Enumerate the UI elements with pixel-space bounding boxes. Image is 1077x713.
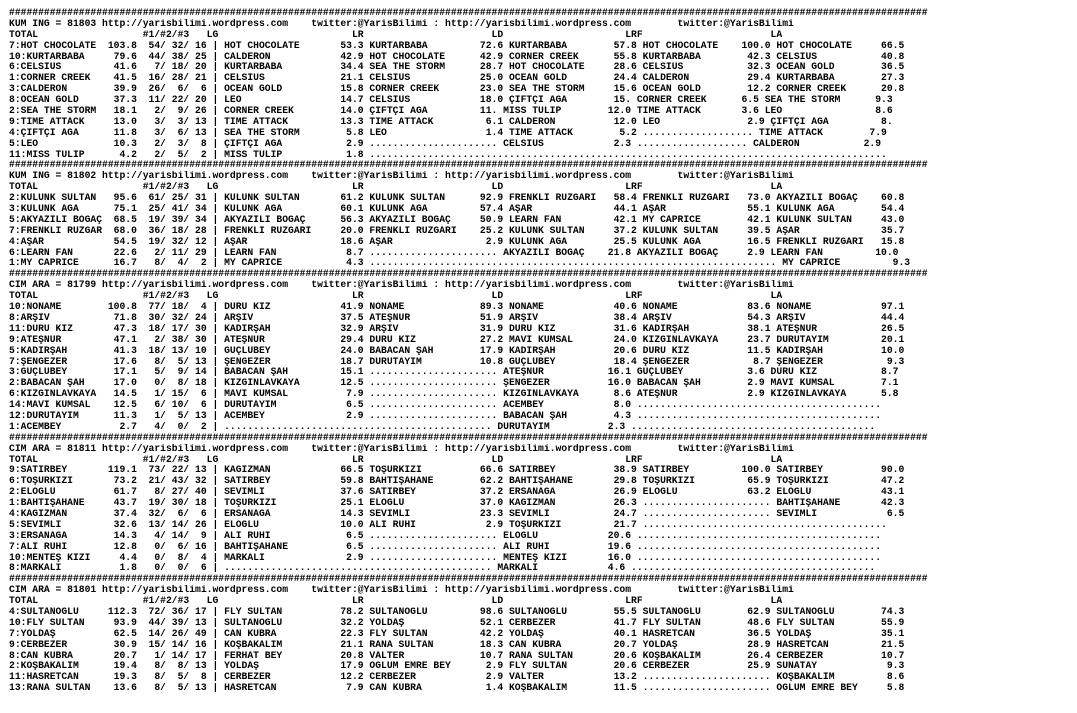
data-row: 6:LEARN FAN 22.6 2/ 11/ 29 | LEARN FAN 8.7 ...................... AKYAZILI BOĞAÇ 21.8 AKYAZILI BOĞAÇ 2.9 LEARN FAN 10.0 bbox=[9, 247, 899, 258]
data-row: 5:LEO 10.3 2/ 3/ 8 | ÇIFTÇI AĞA 2.9 ...................... CELSIUS 2.3 ................... CALDERON 2.9 bbox=[9, 138, 882, 149]
separator-line: ############################################################################################################################################################## bbox=[9, 574, 928, 585]
column-header: TOTAL #1/#2/#3 LG LR LD LRF LA bbox=[9, 291, 783, 302]
data-row: 6:KIZGINLAVKAYA 14.5 1/ 15/ 6 | MAVI KUMSAL 7.9 ...................... KIZGINLAVKAYA 8.6 ATEŞNUR 2.9 KIZGINLAVKAYA 5.8 bbox=[9, 389, 899, 400]
data-row: 2:BABACAN ŞAH 17.0 0/ 8/ 18 | KIZGINLAVKAYA 12.5 ...................... ŞENGEZER 16.0 BABACAN ŞAH 2.9 MAVI KUMSAL 7.1 bbox=[9, 378, 899, 389]
data-row: 5:SEVIMLI 32.6 13/ 14/ 26 | ELOĞLU 10.0 ALI RUHI 2.9 TOŞURKIZI 21.7 .......................................... bbox=[9, 519, 887, 530]
data-row: 10:FLY SULTAN 93.9 44/ 39/ 13 | SULTANOĞLU 32.2 YOLDAŞ 52.1 CERBEZER 41.7 FLY SULTAN 48.6 FLY SULTAN 55.9 bbox=[9, 617, 905, 628]
data-row: 1:MY CAPRICE 16.7 8/ 4/ 2 | MY CAPRICE 4.3 ...................................................................... MY CAPRICE 9.3 bbox=[9, 258, 911, 269]
data-row: 2:KOŞBAKALIM 19.4 8/ 8/ 13 | YOLDAŞ 17.9 OĞLUM EMRE BEY 2.9 FLY SULTAN 20.6 CERBEZER 25.9 SUNATAY 9.3 bbox=[9, 661, 905, 672]
data-row: 9:SATIRBEY 119.1 73/ 22/ 13 | KAĞIZMAN 66.5 TOŞURKIZI 66.6 SATIRBEY 38.9 SATIRBEY 100.0 SATIRBEY 90.0 bbox=[9, 465, 905, 476]
data-row: 3:ERSANAĞA 14.3 4/ 14/ 9 | ALI RUHI 6.5 ...................... ELOĞLU 20.6 .......................................... bbox=[9, 530, 882, 541]
data-row: 2:ELOĞLU 61.7 8/ 27/ 40 | SEVIMLI 37.6 SATIRBEY 37.2 ERSANAĞA 26.9 ELOĞLU 63.2 ELOĞLU 43.1 bbox=[9, 487, 905, 498]
data-row: 4:SULTANOĞLU 112.3 72/ 36/ 17 | FLY SULTAN 78.2 SULTANOĞLU 98.6 SULTANOĞLU 55.5 SULTANOĞLU 62.9 SULTANOĞLU 74.3 bbox=[9, 606, 905, 617]
data-row: 12:DURUTAYIM 11.3 1/ 5/ 13 | ACEMBEY 2.9 ...................... BABACAN ŞAH 4.3 .......................................... bbox=[9, 410, 882, 421]
data-row: 8:ARŞIV 71.8 30/ 32/ 24 | ARŞIV 37.5 ATEŞNUR 51.9 ARŞIV 38.4 ARŞIV 54.3 ARŞIV 44.4 bbox=[9, 312, 905, 323]
data-row: 14:MAVI KUMSAL 12.5 6/ 10/ 6 | DURUTAYIM 6.5 ...................... ACEMBEY 8.0 .......................................... bbox=[9, 400, 882, 411]
race-header: KUM ING = 81802 http://yarisbilimi.wordpress.com twitter:@YarisBilimi : http://yarisbilimi.wordpress.com twitter:@YarisBilimi bbox=[9, 171, 794, 182]
data-row: 9:ATEŞNUR 47.1 2/ 38/ 30 | ATEŞNUR 29.4 DURU KIZ 27.2 MAVI KUMSAL 24.0 KIZGINLAVKAYA 23.7 DURUTAYIM 20.1 bbox=[9, 334, 905, 345]
race-header: CIM ARA = 81811 http://yarisbilimi.wordpress.com twitter:@YarisBilimi : http://yarisbilimi.wordpress.com twitter:@YarisBilimi bbox=[9, 443, 794, 454]
data-row: 11:HASRETCAN 19.3 8/ 5/ 8 | CERBEZER 12.2 CERBEZER 2.9 VALTER 13.2 ...................... KOŞBAKALIM 8.6 bbox=[9, 672, 905, 683]
column-header: TOTAL #1/#2/#3 LG LR LD LRF LA bbox=[9, 454, 783, 465]
data-row: 9:TIME ATTACK 13.0 3/ 3/ 13 | TIME ATTACK 13.3 TIME ATTACK 6.1 CALDERON 12.0 LEO 2.9 ÇIFTÇI AĞA 8. bbox=[9, 116, 893, 127]
data-row: 1:BAHTIŞAHANE 43.7 19/ 30/ 18 | TOŞURKIZI 25.1 ELOĞLU 37.0 KAĞIZMAN 26.3 ...................... BAHTIŞAHANE 42.3 bbox=[9, 498, 905, 509]
column-header: TOTAL #1/#2/#3 LG LR LD LRF LA bbox=[9, 29, 783, 40]
data-row: 10:MENTEŞ KIZI 4.4 0/ 8/ 4 | MARKALI 2.9 ...................... MENTEŞ KIZI 16.0 .......................................... bbox=[9, 552, 882, 563]
data-row: 5:KADIRŞAH 41.3 18/ 13/ 10 | GÜÇLÜBEY 24.0 BABACAN ŞAH 17.9 KADIRŞAH 20.6 DURU KIZ 11.5 KADIRŞAH 10.0 bbox=[9, 345, 905, 356]
data-row: 7:HOT CHOCOLATE 103.8 54/ 32/ 16 | HOT CHOCOLATE 53.3 KURTARBABA 72.6 KURTARBABA 57.8 HOT CHOCOLATE 100.0 HOT CHOCOLATE 66.5 bbox=[9, 40, 905, 51]
data-row: 6:CELSIUS 41.6 7/ 18/ 20 | KURTARBABA 34.4 SEA THE STORM 28.7 HOT CHOCOLATE 28.6 CELSIUS 32.3 OCEAN GOLD 36.5 bbox=[9, 62, 905, 73]
data-row: 1:CORNER CREEK 41.5 16/ 28/ 21 | CELSIUS 21.1 CELSIUS 25.0 OCEAN GOLD 24.4 CALDERON 29.4 KURTARBABA 27.3 bbox=[9, 73, 905, 84]
data-row: 11:DURU KIZ 47.3 18/ 17/ 30 | KADIRŞAH 32.9 ARŞIV 31.9 DURU KIZ 31.6 KADIRŞAH 38.1 ATEŞNUR 26.5 bbox=[9, 323, 905, 334]
data-row: 8:OCEAN GOLD 37.3 11/ 22/ 20 | LEO 14.7 CELSIUS 18.0 ÇIFTÇI AĞA 15. CORNER CREEK 6.5 SEA THE STORM 9.3 bbox=[9, 95, 893, 106]
column-header: TOTAL #1/#2/#3 LG LR LD LRF LA bbox=[9, 182, 783, 193]
race-header: CIM ARA = 81799 http://yarisbilimi.wordpress.com twitter:@YarisBilimi : http://yarisbilimi.wordpress.com twitter:@YarisBilimi bbox=[9, 280, 794, 291]
data-row: 6:TOŞURKIZI 73.2 21/ 43/ 32 | SATIRBEY 59.8 BAHTIŞAHANE 62.2 BAHTIŞAHANE 29.8 TOŞURKIZI 65.9 TOŞURKIZI 47.2 bbox=[9, 476, 905, 487]
data-row: 8:CAN KUBRA 20.7 1/ 14/ 17 | FERHAT BEY 20.8 VALTER 10.7 RANA SULTAN 20.6 KOŞBAKALIM 26.4 CERBEZER 10.7 bbox=[9, 650, 905, 661]
column-header: TOTAL #1/#2/#3 LG LR LD LRF LA bbox=[9, 596, 783, 607]
data-row: 1:ACEMBEY 2.7 4/ 0/ 2 | .............................................. DURUTAYIM 2.3 .......................................... bbox=[9, 421, 876, 432]
data-row: 7:ŞENGEZER 17.6 8/ 5/ 13 | ŞENGEZER 18.7 DURUTAYIM 10.8 GÜÇLÜBEY 18.4 ŞENGEZER 8.7 ŞENGEZER 9.3 bbox=[9, 356, 905, 367]
data-row: 3:GÜÇLÜBEY 17.1 5/ 9/ 14 | BABACAN ŞAH 15.1 ...................... ATEŞNUR 16.1 GÜÇLÜBEY 3.6 DURU KIZ 8.7 bbox=[9, 367, 899, 378]
data-row: 4:ÇIFTÇI AĞA 11.8 3/ 6/ 13 | SEA THE STORM 5.8 LEO 1.4 TIME ATTACK 5.2 ................... TIME ATTACK 7.9 bbox=[9, 127, 887, 138]
data-row: 2:KÜLÜNK SULTAN 95.6 61/ 25/ 31 | KÜLÜNK SULTAN 61.2 KÜLÜNK SULTAN 92.9 FRENKLI RÜZGARI 58.4 FRENKLI RÜZGARI 73.0 AKYAZILI BOĞAÇ 60.8 bbox=[9, 193, 905, 204]
data-row: 10:NONAME 100.8 77/ 18/ 4 | DURU KIZ 41.9 NONAME 89.3 NONAME 40.6 NONAME 83.6 NONAME 97.1 bbox=[9, 302, 905, 313]
data-row: 3:KÜLÜNK AĞA 75.1 25/ 41/ 34 | KÜLÜNK AĞA 60.1 KÜLÜNK AĞA 57.4 AŞAR 44.1 AŞAR 55.1 KÜLÜNK AĞA 54.4 bbox=[9, 204, 905, 215]
data-row: 4:KAĞIZMAN 37.4 32/ 6/ 6 | ERSANAĞA 14.3 SEVIMLI 23.3 SEVIMLI 24.7 ...................... SEVIMLI 6.5 bbox=[9, 508, 905, 519]
race-header: KUM ING = 81803 http://yarisbilimi.wordpress.com twitter:@YarisBilimi : http://yarisbilimi.wordpress.com twitter:@YarisBilimi bbox=[9, 18, 794, 29]
separator-line: ############################################################################################################################################################## bbox=[9, 269, 928, 280]
data-row: 10:KURTARBABA 79.6 44/ 38/ 25 | CALDERON 42.9 HOT CHOCOLATE 42.9 CORNER CREEK 55.8 KURTARBABA 42.3 CELSIUS 40.8 bbox=[9, 51, 905, 62]
data-row: 4:AŞAR 54.5 19/ 32/ 12 | AŞAR 18.6 AŞAR 2.9 KÜLÜNK AĞA 25.5 KÜLÜNK AĞA 16.5 FRENKLI RÜZGARI 15.8 bbox=[9, 236, 905, 247]
data-row: 11:MISS TULIP 4.2 2/ 5/ 2 | MISS TULIP 1.8 ......................................................................................... bbox=[9, 149, 887, 160]
separator-line: ############################################################################################################################################################## bbox=[9, 160, 928, 171]
data-row: 13:RANA SULTAN 13.6 8/ 5/ 13 | HASRETCAN 7.9 CAN KUBRA 1.4 KOŞBAKALIM 11.5 ...................... OĞLUM EMRE BEY 5.8 bbox=[9, 683, 905, 694]
data-row: 2:SEA THE STORM 18.1 2/ 9/ 26 | CORNER CREEK 14.0 ÇIFTÇI AĞA 11. MISS TULIP 12.0 TIME ATTACK 3.6 LEO 8.6 bbox=[9, 106, 893, 117]
data-row: 7:YOLDAŞ 62.5 14/ 26/ 49 | CAN KUBRA 22.3 FLY SULTAN 42.2 YOLDAŞ 40.1 HASRETCAN 36.5 YOLDAŞ 35.1 bbox=[9, 628, 905, 639]
data-row: 3:CALDERON 39.9 26/ 6/ 6 | OCEAN GOLD 15.8 CORNER CREEK 23.0 SEA THE STORM 15.6 OCEAN GOLD 12.2 CORNER CREEK 20.8 bbox=[9, 84, 905, 95]
separator-line: ############################################################################################################################################################## bbox=[9, 432, 928, 443]
separator-line: ############################################################################################################################################################## bbox=[9, 8, 928, 18]
data-row: 9:CERBEZER 30.9 15/ 14/ 16 | KOŞBAKALIM 21.1 RANA SULTAN 18.3 CAN KUBRA 20.7 YOLDAŞ 28.9 HASRETCAN 21.5 bbox=[9, 639, 905, 650]
data-row: 7:FRENKLI RÜZGAR 68.0 36/ 18/ 28 | FRENKLI RÜZGARI 20.0 FRENKLI RÜZGARI 25.2 KÜLÜNK SULTAN 37.2 KÜLÜNK SULTAN 39.5 AŞAR 35.7 bbox=[9, 225, 905, 236]
race-header: CIM ARA = 81801 http://yarisbilimi.wordpress.com twitter:@YarisBilimi : http://yarisbilimi.wordpress.com twitter:@YarisBilimi bbox=[9, 585, 794, 596]
data-row: 8:MARKALI 1.8 0/ 0/ 6 | .............................................. MARKALI 4.6 .......................................... bbox=[9, 563, 876, 574]
data-row: 5:AKYAZILI BOĞAÇ 68.5 19/ 39/ 34 | AKYAZILI BOĞAÇ 56.3 AKYAZILI BOĞAÇ 50.9 LEARN FAN 42.1 MY CAPRICE 42.1 KÜLÜNK SULTAN 43.0 bbox=[9, 214, 905, 225]
data-row: 7:ALI RUHI 12.8 0/ 6/ 16 | BAHTIŞAHANE 6.5 ...................... ALI RUHI 19.6 .......................................... bbox=[9, 541, 882, 552]
